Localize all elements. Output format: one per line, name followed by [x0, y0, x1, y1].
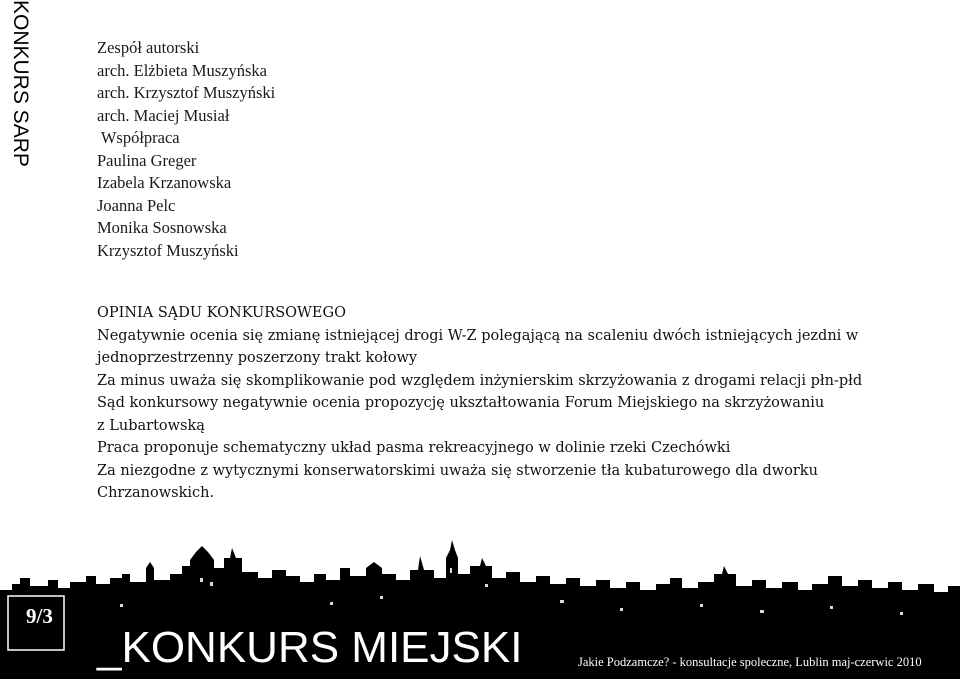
jury-opinion: [97, 302, 897, 505]
team-line: arch. Elżbieta Muszyńska: [97, 60, 267, 80]
team-line: Krzysztof Muszyński: [97, 240, 239, 260]
team-line: arch. Krzysztof Muszyński: [97, 83, 276, 102]
team-line: Paulina Greger: [97, 150, 197, 170]
konkurs-title: _KONKURS MIEJSKI: [97, 623, 523, 672]
authors-team: [97, 37, 275, 262]
opinion-line: jednoprzestrzenny poszerzony trakt kołowy: [97, 350, 418, 366]
footer-caption: Jakie Podzamcze? - konsultacje spoleczne, Lublin maj-czerwic 2010: [578, 655, 922, 669]
opinion-line: Chrzanowskich.: [97, 485, 215, 501]
opinion-line: Negatywnie ocenia się zmianę istniejącej drogi W-Z polegającą na scaleniu dwóch istniejących jezdni w: [97, 327, 859, 344]
page-number: 9/3: [26, 604, 53, 628]
opinion-line: Za minus uważa się skomplikowanie pod względem inżynierskim skrzyżowania z drogami relacji płn-płd: [97, 372, 863, 389]
opinion-line: Sąd konkursowy negatywnie ocenia propozycję ukształtowania Forum Miejskiego na skrzyżowaniu: [97, 395, 825, 411]
opinion-line: Za niezgodne z wytycznymi konserwatorskimi uważa się stworzenie tła kubaturowego dla dworku: [97, 462, 818, 479]
side-label: KONKURS SARP: [9, 0, 32, 167]
team-line: Izabela Krzanowska: [97, 173, 232, 192]
team-line: Joanna Pelc: [97, 195, 176, 215]
opinion-heading: OPINIA SĄDU KONKURSOWEGO: [97, 305, 346, 321]
team-line: Monika Sosnowska: [97, 218, 227, 237]
opinion-line: z Lubartowską: [97, 417, 205, 434]
team-line: arch. Maciej Musiał: [97, 105, 230, 125]
team-line: Zespół autorski: [97, 38, 200, 57]
team-line: Współpraca: [97, 128, 180, 147]
opinion-line: Praca proponuje schematyczny układ pasma rekreacyjnego w dolinie rzeki Czechówki: [97, 440, 731, 456]
